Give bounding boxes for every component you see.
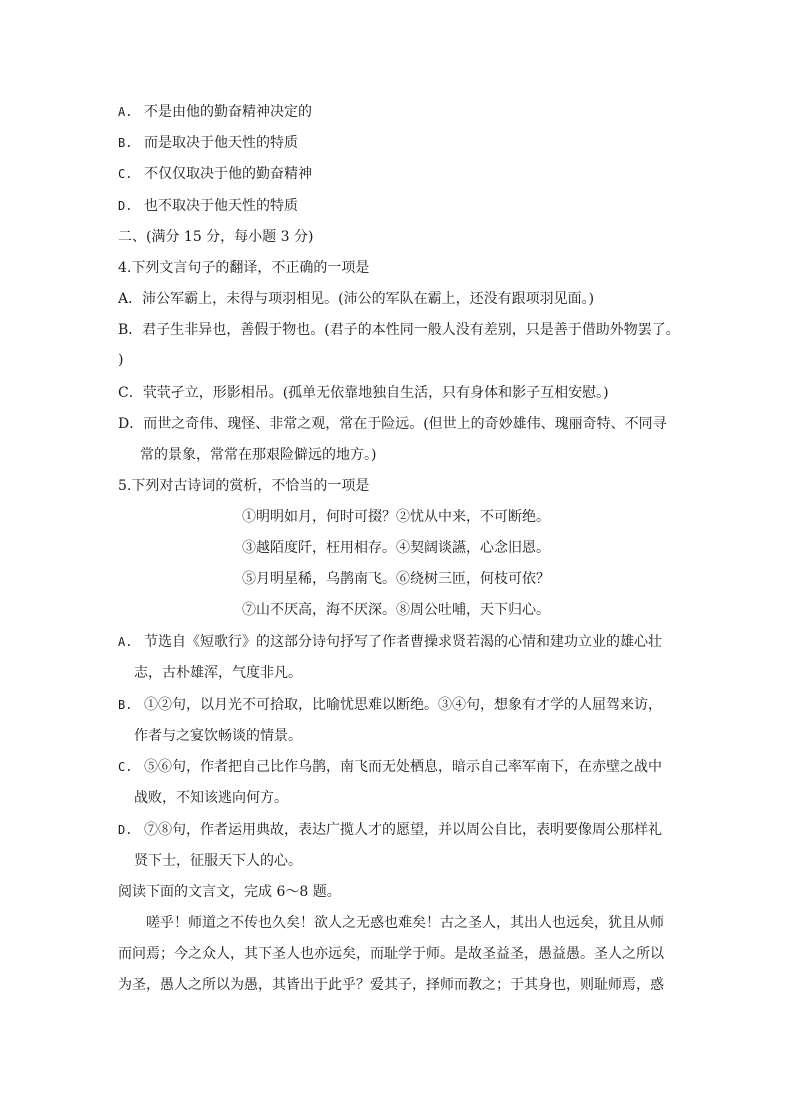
option-text: 也不取决于他天性的特质 [144,198,298,214]
q4-option-c: C．茕茕孑立，形影相吊。(孤单无依靠地独自生活，只有身体和影子互相安慰。) [118,385,609,401]
q5-stem: 5.下列对古诗词的赏析，不恰当的一项是 [118,478,370,494]
q4-option-a: A．沛公军霸上，未得与项羽相见。(沛公的军队在霸上，还没有跟项羽见面。) [118,291,595,307]
q5-option-c-cont: 战败，不知该逃向何方。 [134,790,288,806]
q4-option-d-cont: 常的景象，常常在那艰险僻远的地方。) [140,447,377,463]
option-label: D. [118,199,133,213]
poem-line: ⑦山不厌高，海不厌深。⑧周公吐哺，天下归心。 [242,602,550,618]
option-text: 不仅仅取决于他的勤奋精神 [144,166,312,182]
option-label: A. [118,635,133,649]
q3-option-d [118,196,298,216]
section-heading: 二、(满分 15 分，每小题 3 分) [118,229,314,245]
q4-option-d: D．而世之奇伟、瑰怪、非常之观，常在于险远。(但世上的奇妙雄伟、瑰丽奇特、不同寻 [118,416,667,432]
q5-option-a [118,632,662,652]
q3-option-a [118,102,312,122]
q5-option-b [118,695,662,715]
poem-line: ⑤月明星稀，乌鹊南飞。⑥绕树三匝，何枝可依？ [242,571,550,587]
q5-option-a-cont: 志，古朴雄浑，气度非凡。 [134,665,302,681]
option-label: D. [118,823,133,837]
passage-line: 嗟乎！师道之不传也久矣！欲人之无惑也难矣！古之圣人，其出人也远矣，犹且从师 [146,915,664,931]
q4-stem: 4.下列文言句子的翻译，不正确的一项是 [118,260,370,276]
poem-line: ①明明如月，何时可掇？②忧从中来，不可断绝。 [242,509,550,525]
q3-option-c [118,164,312,184]
option-text: ①②句，以月光不可拾取，比喻忧思难以断绝。③④句，想象有才学的人屈驾来访， [144,697,662,713]
q5-option-d-cont: 贤下士，征服天下人的心。 [134,853,302,869]
reading-intro: 阅读下面的文言文，完成 6～8 题。 [118,884,341,900]
q5-option-b-cont: 作者与之宴饮畅谈的情景。 [134,728,302,744]
poem-line: ③越陌度阡，枉用相存。④契阔谈讌，心念旧恩。 [242,540,550,556]
option-label: C. [118,760,133,774]
option-text: ⑤⑥句，作者把自己比作乌鹊，南飞而无处栖息，暗示自己率军南下，在赤壁之战中 [144,759,662,775]
option-label: C. [118,167,133,181]
option-label: B. [118,698,133,712]
q5-option-c [118,757,662,777]
q3-option-b [118,133,298,153]
option-text: 节选自《短歌行》的这部分诗句抒写了作者曹操求贤若渴的心情和建功立业的雄心壮 [144,634,662,650]
option-text: ⑦⑧句，作者运用典故，表达广揽人才的愿望，并以周公自比，表明要像周公那样礼 [144,822,662,838]
option-text: 不是由他的勤奋精神决定的 [144,104,312,120]
q4-option-b: B．君子生非异也，善假于物也。(君子的本性同一般人没有差别，只是善于借助外物罢了。 [118,322,680,338]
option-label: B. [118,136,133,150]
option-text: 而是取决于他天性的特质 [144,135,298,151]
passage-line: 而问焉；今之众人，其下圣人也亦远矣，而耻学于师。是故圣益圣，愚益愚。圣人之所以 [118,946,664,962]
option-label: A. [118,105,133,119]
q5-option-d [118,820,662,840]
q4-option-b-cont: ) [118,352,124,368]
passage-line: 为圣，愚人之所以为愚，其皆出于此乎？爱其子，择师而教之；于其身也，则耻师焉，惑 [118,977,664,993]
